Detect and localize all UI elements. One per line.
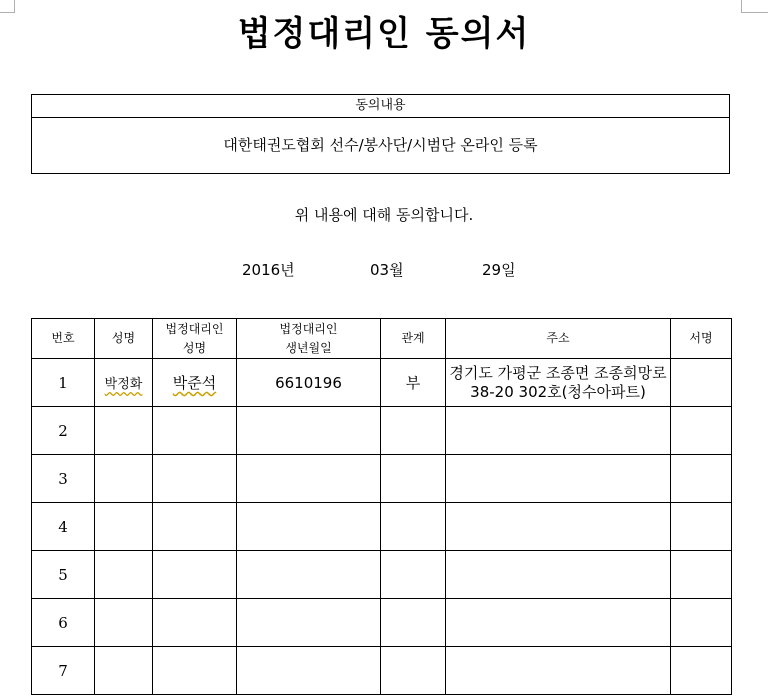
cell-name	[95, 407, 153, 455]
cell-guardian-name	[153, 551, 237, 599]
cell-name	[95, 359, 153, 407]
cell-guardian-birth	[237, 599, 381, 647]
cell-name	[95, 599, 153, 647]
cell-guardian-name	[153, 455, 237, 503]
cell-relation	[381, 647, 446, 695]
cell-relation	[381, 407, 446, 455]
table-header-row	[32, 319, 732, 359]
cell-guardian-birth: 6610196	[237, 359, 381, 407]
cell-guardian-birth	[237, 455, 381, 503]
header-name: 성명	[95, 319, 153, 359]
cell-address	[446, 455, 671, 503]
cell-guardian-name	[153, 599, 237, 647]
table-row	[32, 455, 732, 503]
header-guardian-birth	[237, 319, 381, 359]
row-number: 6	[32, 599, 95, 647]
consent-box	[31, 94, 730, 174]
cell-relation	[381, 455, 446, 503]
row-number: 1	[32, 359, 95, 407]
cell-relation: 부	[381, 359, 446, 407]
cell-address	[446, 359, 671, 407]
cell-name	[95, 551, 153, 599]
cell-name	[95, 455, 153, 503]
document-title: 법정대리인 동의서	[237, 14, 531, 54]
cell-guardian-birth	[237, 503, 381, 551]
consent-content: 대한태권도협회 선수/봉사단/시범단 온라인 등록	[223, 136, 538, 154]
cell-address	[446, 647, 671, 695]
cell-address	[446, 407, 671, 455]
header-guardian-name-line2: 성명	[182, 340, 207, 355]
cell-signature	[671, 647, 732, 695]
cell-guardian-name	[153, 647, 237, 695]
cell-address	[446, 551, 671, 599]
cell-address-line1: 경기도 가평군 조종면 조종희망로	[449, 363, 667, 382]
table-row	[32, 407, 732, 455]
table-row	[32, 599, 732, 647]
cell-signature	[671, 359, 732, 407]
header-guardian-name	[153, 319, 237, 359]
header-guardian-birth-line2: 생년월일	[285, 340, 332, 355]
cell-address-line2: 38-20 302호(청수아파트)	[470, 382, 646, 401]
row-number: 2	[32, 407, 95, 455]
row-number: 7	[32, 647, 95, 695]
table-row	[32, 503, 732, 551]
cell-name	[95, 647, 153, 695]
date-year: 2016년	[242, 261, 295, 279]
cell-name-text: 박정화	[104, 377, 143, 392]
header-number: 번호	[32, 319, 95, 359]
agreement-statement: 위 내용에 대해 동의합니다.	[294, 206, 474, 224]
date-day: 29일	[482, 261, 516, 279]
cell-name	[95, 503, 153, 551]
table-row	[32, 359, 732, 407]
cell-relation	[381, 599, 446, 647]
cell-signature	[671, 551, 732, 599]
cell-relation	[381, 551, 446, 599]
row-number: 4	[32, 503, 95, 551]
date-month: 03월	[370, 261, 404, 279]
cell-signature	[671, 407, 732, 455]
cell-guardian-birth	[237, 647, 381, 695]
cell-guardian-name	[153, 503, 237, 551]
cell-signature	[671, 503, 732, 551]
header-guardian-name-line1: 법정대리인	[165, 321, 224, 336]
header-relation: 관계	[381, 319, 446, 359]
cell-guardian-name-text: 박준석	[172, 374, 217, 392]
cell-guardian-birth	[237, 407, 381, 455]
guardian-table	[31, 318, 732, 695]
cell-signature	[671, 599, 732, 647]
cell-address	[446, 599, 671, 647]
table-row	[32, 647, 732, 695]
table-row	[32, 551, 732, 599]
cell-signature	[671, 455, 732, 503]
cell-guardian-name	[153, 407, 237, 455]
cell-guardian-name	[153, 359, 237, 407]
header-address: 주소	[446, 319, 671, 359]
header-guardian-birth-line1: 법정대리인	[279, 321, 338, 336]
cell-address	[446, 503, 671, 551]
row-number: 3	[32, 455, 95, 503]
header-signature: 서명	[671, 319, 732, 359]
cell-guardian-birth	[237, 551, 381, 599]
cell-relation	[381, 503, 446, 551]
row-number: 5	[32, 551, 95, 599]
consent-header: 동의내용	[32, 95, 729, 118]
